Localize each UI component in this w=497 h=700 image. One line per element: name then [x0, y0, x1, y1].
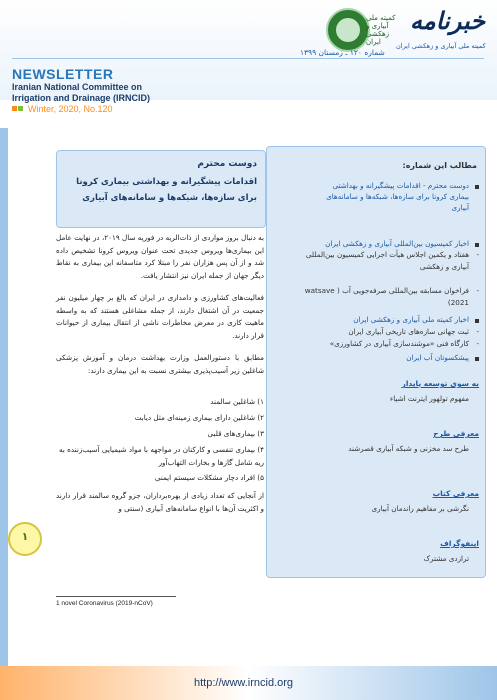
section-heading[interactable]: معرفی کتاب: [432, 489, 479, 498]
list-item: ۵) افراد دچار مشکلات سیستم ایمنی: [154, 473, 264, 482]
toc-subitem[interactable]: آبیاری و زهکشی: [419, 262, 469, 271]
article-paragraph: مطابق با دستورالعمل وزارت بهداشت درمان و آموزش پزشکی شاغلین زیر آسیب‌پذیری بیشتری نسبت به این بیماری دارند:: [56, 353, 264, 375]
section-line: مفهوم تولهور ایترنت اشیاء: [389, 394, 469, 403]
list-item: ۲) شاغلین دارای بیماری زمینه‌ای مثل دیابت: [134, 413, 264, 422]
contents-title: مطالب این شماره:: [402, 161, 477, 170]
article-paragraph: به دنبال بروز مواردی از ذات‌الریه در فوریه سال ۲۰۱۹، در نهایت عامل این بیماری‌ها ویروس جدیدی تحت عنوان ویروس کرونا تشخیص داده شد و از آن پس هزاران نفر را مبتلا کرد متاسفانه این بیماری به نقاط دیگر جهان از جمله ایران نیز انتشار یافت.: [56, 233, 264, 280]
website-link[interactable]: http://www.irncid.org: [194, 677, 294, 689]
header: [0, 0, 497, 128]
toc-item[interactable]: اخبار کمیسیون بین‌المللی آبیاری و زهکشی ایران: [325, 239, 469, 248]
toc-item[interactable]: بیماری کرونا برای سازه‌ها، شبکه‌ها و سامانه‌های: [326, 192, 469, 201]
article-paragraph: فعالیت‌های کشاورزی و دامداری در ایران که بالغ بر چهار میلیون نفر جمعیت در آن اشتغال دارند، از جمله مشاغلی هستند که به واسطه ماهیت کاری در معرض مخاطرات ناشی از انتقال بیماری از حیوانات قرار دارند.: [56, 293, 264, 340]
section-line: ترازدی مشترک: [423, 554, 469, 563]
bullet-icon: [475, 319, 479, 323]
article-title-line2: برای سازه‌ها، شبکه‌ها و سامانه‌های آبیاری: [82, 193, 257, 203]
dash-icon: -: [476, 340, 479, 348]
bullet-icon: [475, 185, 479, 189]
logo-caption: کمیته ملی آبیاری و زهکشی ایران: [366, 14, 396, 46]
toc-item[interactable]: آبیاری: [451, 203, 469, 212]
newsletter-persian-subtitle: کمیته ملی آبیاری و زهکشی ایران: [396, 42, 486, 50]
newsletter-persian-title: خبرنامه: [410, 6, 486, 35]
toc-item[interactable]: دوست محترم - اقدامات پیشگیرانه و بهداشتی: [332, 181, 469, 190]
list-item: ۴) بیماری تنفسی و کارکنان در مواجهه با مواد شیمیایی آسیب‌زننده به ریه شامل گازها و بخارات التهاب‌آور: [58, 445, 264, 467]
toc-subitem[interactable]: فراخوان مسابقه بین‌المللی صرفه‌جویی آب ( watsave: [304, 286, 469, 295]
section-heading[interactable]: معرفی طرح: [433, 429, 479, 438]
page-number: ۱: [21, 530, 29, 543]
footnote: 1 novel Coronavirus (2019-nCoV): [56, 600, 153, 607]
article-paragraph: از آنجایی که تعداد زیادی از بهره‌برداران، جزو گروه سالمند قرار دارند و اکثریت آن‌ها با انواع سامانه‌های آبیاری (سنتی و: [56, 491, 264, 513]
footnote-divider: [56, 596, 176, 597]
section-heading[interactable]: اینفوگراف: [440, 539, 479, 548]
committee-name-line1: Iranian National Committee on: [12, 82, 143, 92]
page-number-badge: [8, 522, 42, 556]
issue-info: [12, 104, 113, 114]
committee-name-line2: Irrigation and Drainage (IRNCID): [12, 93, 151, 103]
bullet-icon: [475, 357, 479, 361]
bullet-icon: [475, 243, 479, 247]
toc-subitem[interactable]: کارگاه فنی «موشندسازی آبیاری در کشاورزی»: [329, 339, 469, 348]
section-line: نگرشی بر مفاهیم راندمان آبیاری: [371, 504, 469, 513]
toc-subitem[interactable]: 2021): [447, 298, 469, 307]
left-decorative-strip: [0, 128, 8, 688]
newsletter-title: NEWSLETTER: [12, 66, 114, 82]
toc-item[interactable]: اخبار کمیته ملی آبیاری و زهکشی ایران: [353, 315, 469, 324]
toc-subitem[interactable]: هفتاد و یکمین اجلاس هیأت اجرایی کمیسیون بین‌المللی: [305, 250, 469, 259]
footer: [0, 666, 497, 700]
article-kicker: دوست محترم: [197, 159, 257, 169]
dash-icon: -: [476, 287, 479, 295]
dash-icon: -: [476, 328, 479, 336]
issue-date-persian: شماره ۱۲۰ ـ زمستان ۱۳۹۹: [300, 48, 385, 57]
toc-item[interactable]: پیشکسوتان آب ایران: [406, 353, 469, 362]
list-item: ۳) بیماری‌های قلبی: [207, 429, 264, 438]
header-divider: [12, 58, 484, 59]
section-heading[interactable]: به سوی توسعه پایدار: [401, 379, 479, 388]
irncid-logo-icon: [326, 8, 370, 52]
issue-label: Winter, 2020, No.120: [28, 104, 113, 114]
contents-sidebar: [266, 146, 486, 578]
toc-subitem[interactable]: ثبت جهانی سازه‌های تاریخی آبیاری ایران: [348, 327, 469, 336]
issue-dots-icon: [12, 106, 24, 112]
dash-icon: -: [476, 251, 479, 259]
article-title-box: [56, 150, 266, 228]
section-line: طرح سد مخزنی و شبکه آبیاری قصرشند: [348, 444, 469, 453]
list-item: ۱) شاغلین سالمند: [210, 397, 264, 406]
article-title-line1: اقدامات پیشگیرانه و بهداشتی بیماری کرونا: [76, 177, 257, 187]
